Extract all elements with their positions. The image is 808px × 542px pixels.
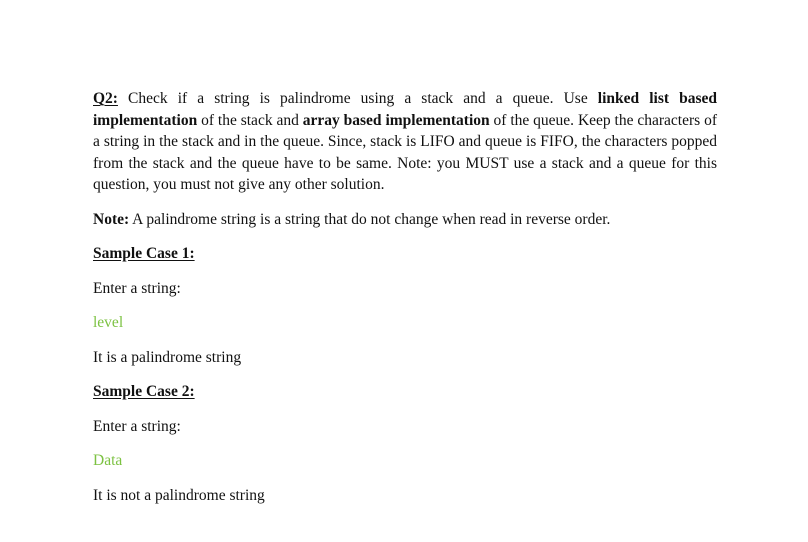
question-text-2: of the stack and (197, 111, 303, 129)
sample-case-2-input: Data (93, 452, 123, 469)
sample-case-1-prompt: Enter a string: (93, 279, 181, 297)
sample-case-1-heading: Sample Case 1: (93, 245, 195, 262)
sample-case-1-output: It is a palindrome string (93, 348, 242, 366)
question-label: Q2: (93, 90, 118, 107)
note-paragraph (93, 209, 717, 231)
sample-case-1-input: level (93, 314, 124, 331)
sample-case-2-prompt: Enter a string: (93, 417, 181, 435)
question-bold-array: array based implementation (302, 111, 490, 129)
question-text-1: Check if a string is palindrome using a stack and a queue. Use (117, 90, 598, 107)
document-page (93, 88, 717, 506)
question-bold-linked-list: linked list based implementation (93, 90, 717, 129)
note-label: Note: (93, 210, 130, 228)
sample-case-2-heading: Sample Case 2: (93, 383, 195, 400)
note-text: A palindrome string is a string that do not change when read in reverse order. (129, 210, 611, 228)
question-paragraph (93, 88, 717, 196)
question-text-3: of the queue. Keep the characters of a string in the stack and in the queue. Since, stack is LIFO and queue is FIFO, the characters popped from the stack and the queue have to be same. Note: you MUST use a stack and a queue for this question, you must not give any other solution. (93, 111, 717, 193)
sample-case-2-output: It is not a palindrome string (93, 486, 265, 504)
